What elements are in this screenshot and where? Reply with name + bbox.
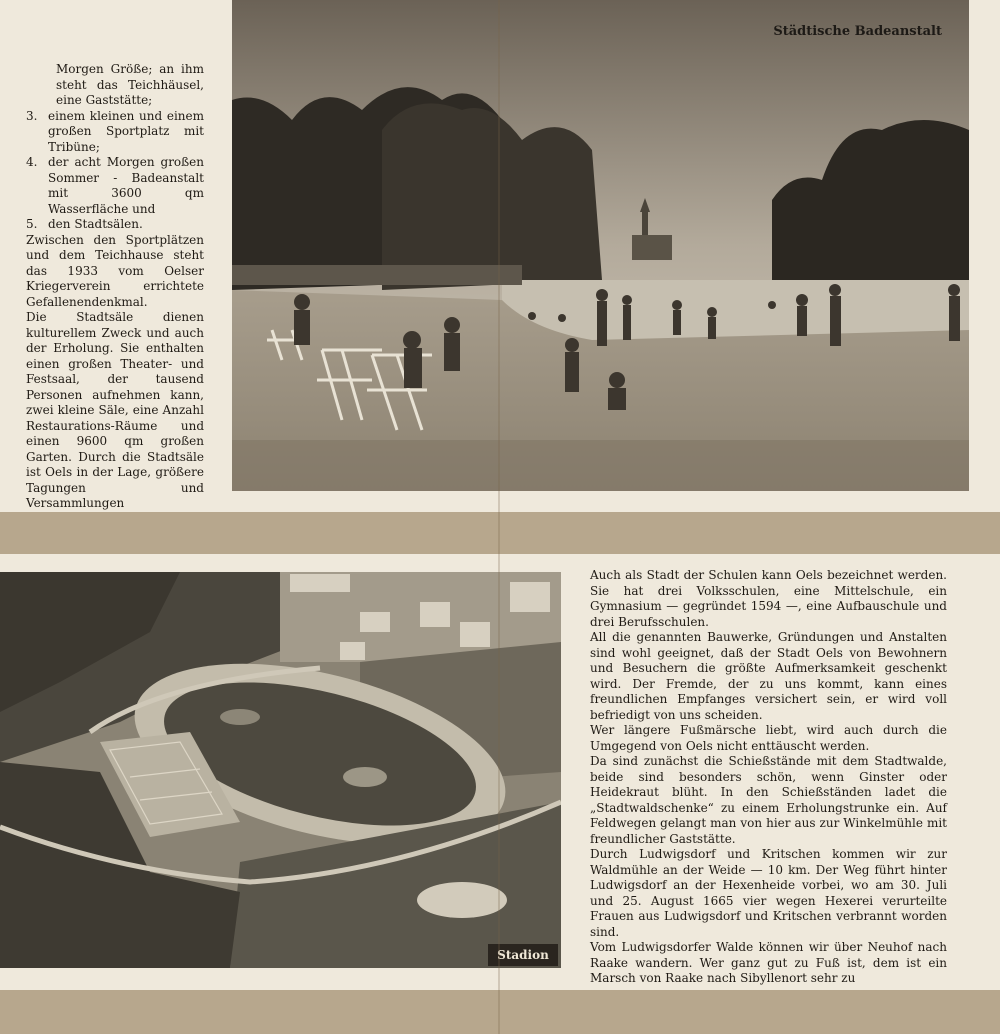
right-paragraph-raake: Vom Ludwigsdorfer Walde können wir über Neuhof nach Raake wandern. Wer ganz gut zu Fuß ist, dem ist ein Marsch von Raake nach Sibyllenort sehr zu <box>590 940 947 985</box>
badeanstalt-photo <box>232 0 969 491</box>
middle-band <box>0 512 1000 554</box>
right-paragraph-schiessstaende: Da sind zunächst die Schießstände mit dem Stadtwalde, beide sind besonders schön, wenn Ginster oder Heidekraut blüht. In den Schießständen ladet die „Stadtwaldschenke“ zu einem Erholungstrunke ein. Auf Feldwegen gelangt man von hier aus zur Winkelmühle mit freundlicher Gaststätte. <box>590 754 947 846</box>
list-item-4 <box>26 155 204 217</box>
stadion-photo <box>0 572 561 968</box>
right-text-column <box>590 568 947 987</box>
stadion-photo-image <box>0 572 561 968</box>
left-paragraph-memorial: Zwischen den Sportplätzen und dem Teichhause steht das 1933 vom Oelser Kriegerverein errichtete Gefallenendenkmal. <box>26 232 204 309</box>
right-paragraph-schools: Auch als Stadt der Schulen kann Oels bezeichnet werden. Sie hat drei Volksschulen, eine Mittelschule, ein Gymnasium — gegründet 1594 —, eine Aufbauschule und drei Berufsschulen. <box>590 568 947 629</box>
list-number: 5. <box>26 217 38 231</box>
badeanstalt-photo-image <box>232 0 969 491</box>
right-paragraph-welcome: All die genannten Bauwerke, Gründungen und Anstalten sind wohl geeignet, daß der Stadt Oels von Bewohnern und Besuchern die größte Aufmerksamkeit geschenkt wird. Der Fremde, der zu uns kommt, kann eines freundlichen Empfanges versichert sein, er wird voll befriedigt von uns scheiden. <box>590 630 947 722</box>
list-number: 4. <box>26 155 38 169</box>
list-number: 3. <box>26 108 38 123</box>
right-paragraph-walks: Wer längere Fußmärsche liebt, wird auch durch die Umgegend von Oels nicht enttäuscht werden. <box>590 723 947 753</box>
list-item-3 <box>26 109 204 156</box>
left-text-column <box>26 62 204 527</box>
right-paragraph-waldmuehle: Durch Ludwigsdorf und Kritschen kommen wir zur Waldmühle an der Weide — 10 km. Der Weg führt hinter Ludwigsdorf an der Hexenheide vorbei, wo am 30. Juli und 25. August 1665 vier wegen Hexerei verurteilte Frauen aus Ludwigsdorf und Kritschen verbrannt worden sind. <box>590 847 947 939</box>
stadion-caption: Stadion <box>488 944 558 966</box>
badeanstalt-caption: Städtische Badeanstalt <box>773 24 942 39</box>
left-paragraph-stadtsaele: Die Stadtsäle dienen kulturellem Zweck und auch der Erholung. Sie enthalten einen großen Theater- und Festsaal, der tausend Personen aufnehmen kann, zwei kleine Säle, eine Anzahl Restaurations-Räume und einen 9600 qm großen Garten. Durch die Stadtsäle ist Oels in der Lage, größere Tagungen und Versammlungen <box>26 310 204 510</box>
center-fold <box>498 0 500 1034</box>
left-intro: Morgen Größe; an ihm steht das Teichhäusel, eine Gaststätte; <box>56 62 204 107</box>
list-text: der acht Morgen großen Sommer - Badeanstalt mit 3600 qm Wasserfläche und <box>48 155 204 216</box>
list-text: den Stadtsälen. <box>48 217 143 231</box>
bottom-band <box>0 990 1000 1034</box>
list-item-5 <box>26 217 204 233</box>
list-text: einem kleinen und einem großen Sportplatz mit Tribüne; <box>48 108 204 154</box>
